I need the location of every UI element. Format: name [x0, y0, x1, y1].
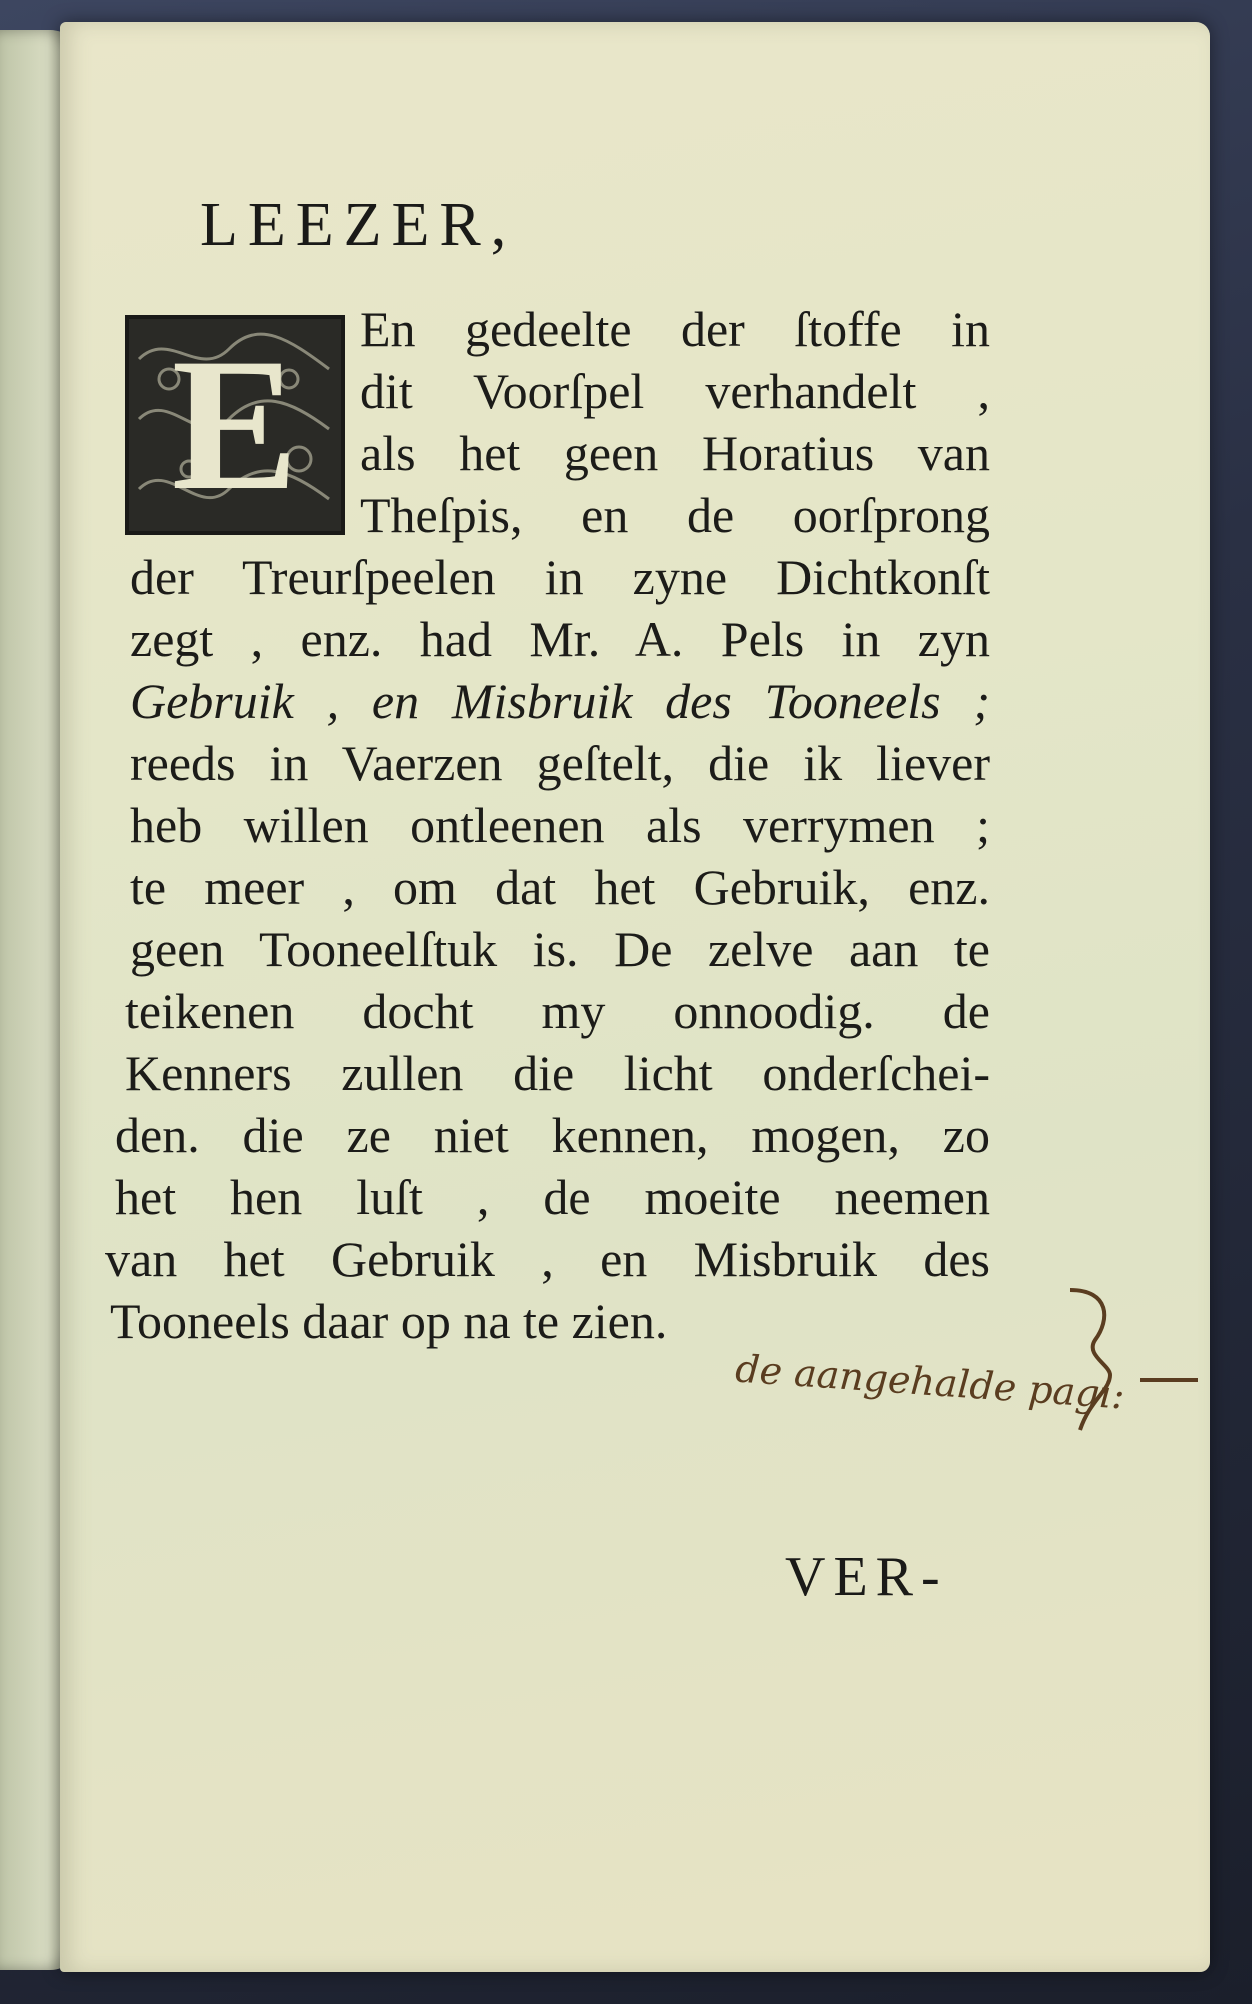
text-line: heb willen ontleenen als verrymen ;: [130, 797, 990, 853]
catchword: VER-: [785, 1546, 948, 1608]
text-line: het hen luſt , de moeite neemen: [115, 1169, 990, 1225]
text-line: geen Tooneelſtuk is. De zelve aan te: [130, 921, 990, 977]
text-line: den. die ze niet kennen, mogen, zo: [115, 1107, 990, 1163]
handwritten-brace: [1050, 1280, 1200, 1440]
text-line: van het Gebruik , en Misbruik des: [105, 1231, 990, 1287]
drop-cap-letter: E: [171, 320, 299, 530]
text-line: teikenen docht my onnoodig. de: [125, 983, 990, 1039]
text-line: der Treurſpeelen in zyne Dichtkonſt: [130, 549, 990, 605]
page-heading: LEEZER,: [200, 191, 517, 259]
text-line: Theſpis, en de oorſprong: [360, 487, 990, 543]
text-line: Tooneels daar op na te zien.: [110, 1293, 668, 1349]
text-line: zegt , enz. had Mr. A. Pels in zyn: [130, 611, 990, 667]
text-line: dit Voorſpel verhandelt ,: [360, 363, 990, 419]
text-line: Kenners zullen die licht onderſchei-: [125, 1045, 990, 1101]
text-line: als het geen Horatius van: [360, 425, 990, 481]
text-line: reeds in Vaerzen geſtelt, die ik liever: [130, 735, 990, 791]
handwritten-annotation: de aangehalde pagi:: [733, 1346, 1126, 1418]
text-line: Gebruik , en Misbruik des Tooneels ;: [130, 673, 990, 729]
text-line: En gedeelte der ſtoffe in: [360, 301, 990, 357]
decorated-drop-cap: [125, 315, 345, 535]
text-line: te meer , om dat het Gebruik, enz.: [130, 859, 990, 915]
